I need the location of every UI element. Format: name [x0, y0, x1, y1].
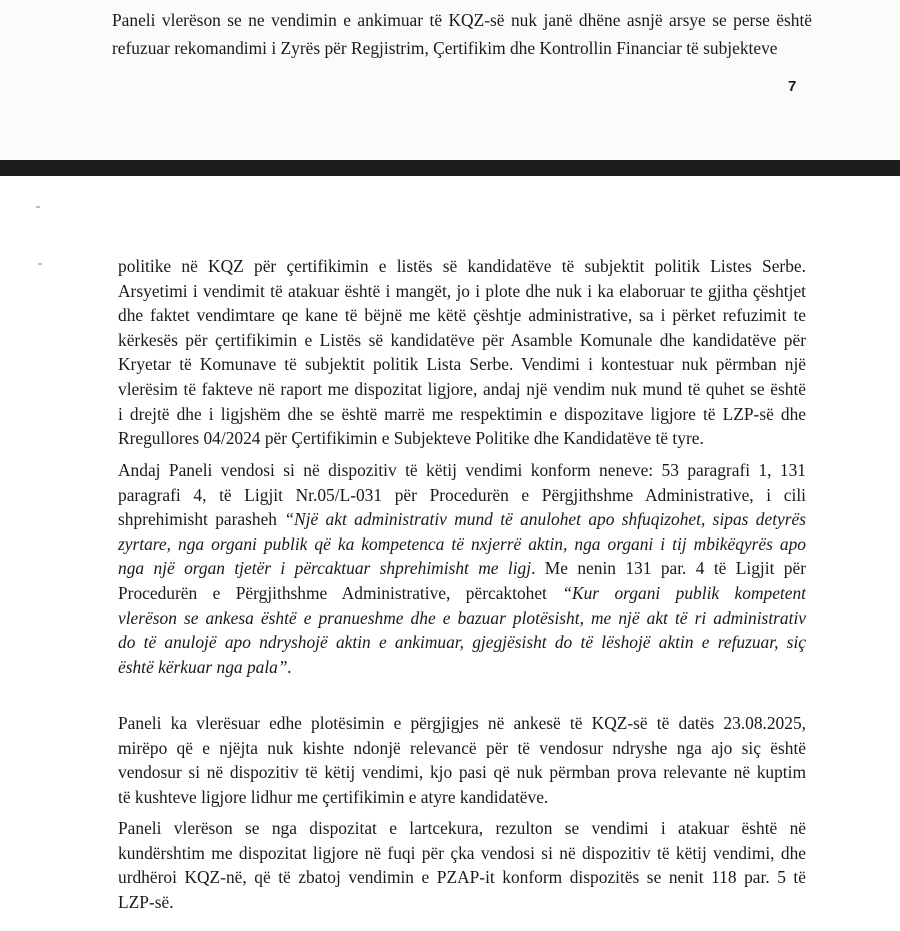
- text-run: shprehimisht parasheh: [118, 509, 285, 530]
- text-line: urdhëroi KQZ-në, që të zbatoj vendimin e PZAP-it konform dispozitës se nenit 118 par. 5 të: [118, 867, 806, 888]
- quoted-law-text: “Një akt administrativ mund të anulohet apo shfuqizohet, sipas detyrës: [284, 509, 806, 530]
- quoted-law-text: do të anulojë apo ndryshojë aktin e ankimuar, gjegjësisht do të lëshojë aktin e refuzuar, siç: [118, 632, 806, 653]
- paragraph-legal-basis: [118, 458, 806, 679]
- paragraph-reasoning: [118, 254, 806, 451]
- text-line: Paneli vlerëson se nga dispozitat e lartcekura, rezulton se vendimi i atakuar është në: [118, 818, 806, 838]
- quoted-law-text: “Kur organi publik kompetent: [562, 582, 807, 603]
- next-page: [0, 176, 900, 931]
- text-line: Kryetar të Komunave të subjektit politik Lista Serbe. Vendimi i kontestuar nuk përmban një: [118, 354, 806, 375]
- text-line: dhe faktet vendimtare qe kane të bëjnë me këtë çështje administrative, sa i përket refuzimit te: [118, 305, 806, 326]
- scan-speck: [36, 206, 40, 208]
- scan-speck: [38, 263, 42, 265]
- quoted-law-text: është kërkuar nga pala”.: [118, 656, 292, 677]
- previous-page-fragment: [0, 0, 900, 160]
- page-number: 7: [788, 78, 797, 95]
- text-line: politike në KQZ për çertifikimin e listës së kandidatëve të subjektit politik Listes Serbe.: [118, 256, 806, 276]
- top-paragraph: [112, 6, 812, 62]
- text-line: kundërshtim me dispozitat ligjore në fuqi për çka vendosi si në dispozitiv të këtij vendimi, dhe: [118, 842, 806, 863]
- text-line: i drejtë dhe i ligjshëm dhe se është marrë me respektimin e dispozitave ligjore të LZP-së dhe: [118, 403, 806, 424]
- quoted-law-text: zyrtare, nga organi publik që ka kompetenca të nxjerrë aktin, nga organi i tij mbikëqyrës apo: [118, 533, 806, 554]
- page-divider: [0, 160, 900, 176]
- paragraph-response-assessment: [118, 711, 806, 809]
- text-line: Andaj Paneli vendosi si në dispozitiv të këtij vendimi konform neneve: 53 paragrafi 1, 131: [118, 460, 806, 480]
- text-line: Rregullores 04/2024 për Çertifikimin e Subjekteve Politike dhe Kandidatëve të tyre.: [118, 428, 704, 449]
- text-line: të kushteve ligjore lidhur me çertifikimin e atyre kandidatëve.: [118, 786, 549, 807]
- text-run: Procedurën e Përgjithshme Administrative, përcaktohet: [118, 582, 563, 603]
- text-line: [118, 581, 806, 606]
- text-line: kërkesës për çertifikimin e Listës së kandidatëve për Asamble Komunale dhe kandidatëve për: [118, 329, 806, 350]
- quoted-law-text: nga një organ tjetër i përcaktuar shprehimisht me ligj: [118, 558, 532, 579]
- text-line: [118, 556, 806, 581]
- text-line: vendosur si në dispozitiv të këtij vendimi, kjo pasi që nuk përmban prova relevante në kuptim: [118, 762, 806, 783]
- text-line: vlerësim të fakteve në raport me dispozitat ligjore, andaj një vendim nuk mund të quhet se është: [118, 378, 806, 399]
- text-line: Paneli ka vlerësuar edhe plotësimin e përgjigjes në ankesë të KQZ-së të datës 23.08.2025,: [118, 713, 806, 733]
- top-line-2: refuzuar rekomandimi i Zyrës për Regjistrim, Çertifikim dhe Kontrollin Financiar të subjekteve: [112, 38, 778, 58]
- text-line: Arsyetimi i vendimit të atakuar është i mangët, jo i plote dhe nuk i ka elaboruar te gjitha çështjet: [118, 280, 806, 301]
- top-line-1: Paneli vlerëson se ne vendimin e ankimuar të KQZ-së nuk janë dhëne asnjë arsye se perse është: [112, 10, 812, 30]
- text-line: [118, 507, 806, 532]
- text-line: LZP-së.: [118, 891, 174, 912]
- text-run: . Me nenin 131 par. 4 të Ligjit për: [531, 558, 806, 579]
- text-line: paragrafi 4, të Ligjit Nr.05/L-031 për Procedurën e Përgjithshme Administrative, i cili: [118, 484, 806, 505]
- text-line: mirëpo që e njëjta nuk kishte ndonjë relevancë për të vendosur ndryshe nga ajo siç është: [118, 737, 806, 758]
- quoted-law-text: vlerëson se ankesa është e pranueshme dhe e bazuar plotësisht, me një akt të ri administrativ: [118, 607, 806, 628]
- paragraph-conclusion: [118, 816, 806, 914]
